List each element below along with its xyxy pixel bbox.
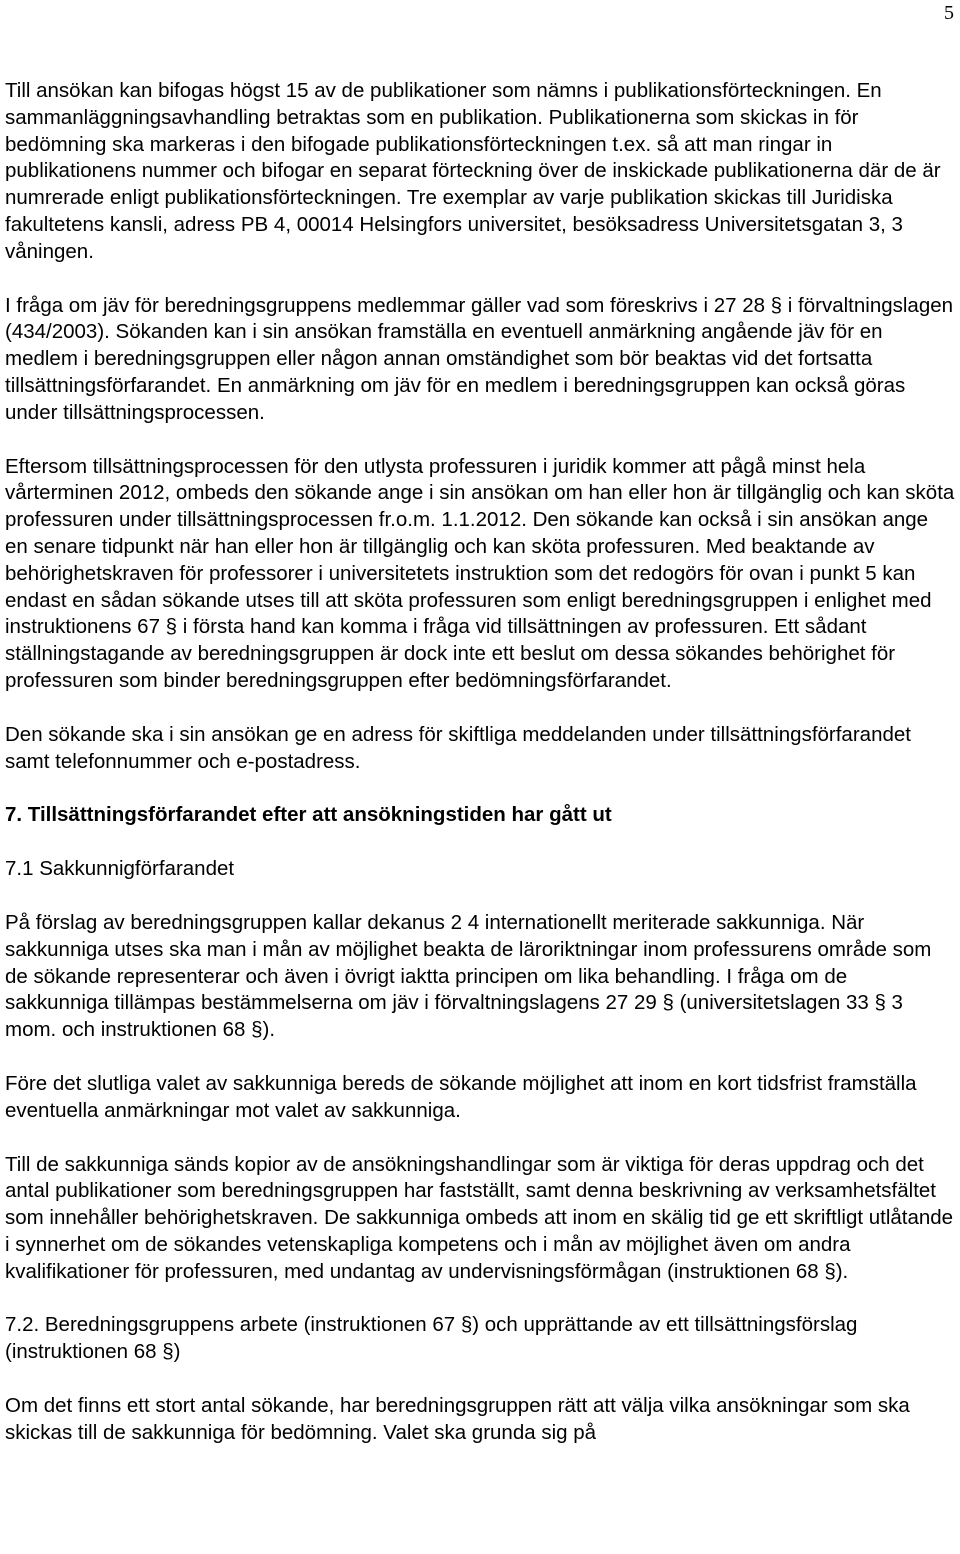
paragraph-expert-statements: Till de sakkunniga sänds kopior av de ansökningshandlingar som är viktiga för deras uppdrag och det antal publikationer som beredningsgruppen har fastställt, samt denna beskrivning av verksamhetsfältet som innehåller behörighetskraven. De sakkunniga ombeds att inom en skälig tid ge ett skriftligt utlåtande i synnerhet om de sökandes vetenskapliga kompetens och i mån av möjlighet även om andra kvalifikationer för professuren, med undantag av undervisningsförmågan (instruktionen 68 §). <box>5 1152 954 1283</box>
document-body <box>5 78 955 1474</box>
paragraph-contact-info: Den sökande ska i sin ansökan ge en adress för skiftliga meddelanden under tillsättningsförfarandet samt telefonnummer och e-postadress. <box>5 722 911 773</box>
section-heading-7: 7. Tillsättningsförfarandet efter att ansökningstiden har gått ut <box>5 803 612 827</box>
paragraph-availability: Eftersom tillsättningsprocessen för den utlysta professuren i juridik kommer att pågå minst hela vårterminen 2012, ombeds den sökande ange i sin ansökan om han eller hon är tillgänglig och kan sköta professuren under tillsättningsprocessen fr.o.m. 1.1.2012. Den sökande kan också i sin ansökan ange en senare tidpunkt när han eller hon är tillgänglig och kan sköta professuren. Med beaktande av behörighetskraven för professorer i universitetets instruktion som det redogörs för ovan i punkt 5 kan endast en sådan sökande utses till att sköta professuren som enligt beredningsgruppen i enlighet med instruktionens 67 § i första hand kan komma i fråga vid tillsättningen av professuren. Ett sådant ställningstagande av beredningsgruppen är dock inte ett beslut om dessa sökandes behörighet för professuren som binder beredningsgruppen efter bedömningsförfarandet. <box>5 454 955 692</box>
paragraph-disqualification: I fråga om jäv för beredningsgruppens medlemmar gäller vad som föreskrivs i 27 28 § i förvaltningslagen (434/2003). Sökanden kan i sin ansökan framställa en eventuell anmärkning angående jäv för en medlem i beredningsgruppen eller någon annan omständighet som bör beaktas vid det fortsatta tillsättningsförfarandet. En anmärkning om jäv för en medlem i beredningsgruppen kan också göras under tillsättningsprocessen. <box>5 293 954 424</box>
page-number: 5 <box>944 2 954 24</box>
paragraph-experts-appointment: På förslag av beredningsgruppen kallar dekanus 2 4 internationellt meriterade sakkunniga. När sakkunniga utses ska man i mån av möjlighet beakta de läroriktningar inom professurens område som de sökande representerar och även i övrigt iaktta principen om lika behandling. I fråga om de sakkunniga tillämpas bestämmelserna om jäv i förvaltningslagens 27 29 § (universitetslagen 33 § 3 mom. och instruktionen 68 §). <box>5 910 932 1042</box>
subsection-heading-7-2: 7.2. Beredningsgruppens arbete (instruktionen 67 §) och upprättande av ett tillsättningsförslag (instruktionen 68 §) <box>5 1313 858 1364</box>
paragraph-selection: Om det finns ett stort antal sökande, har beredningsgruppen rätt att välja vilka ansökningar som ska skickas till de sakkunniga för bedömning. Valet ska grunda sig på <box>5 1394 910 1444</box>
subsection-heading-7-1: 7.1 Sakkunnigförfarandet <box>5 857 235 881</box>
paragraph-publications: Till ansökan kan bifogas högst 15 av de publikationer som nämns i publikationsförteckningen. En sammanläggningsavhandling betraktas som en publikation. Publikationerna som skickas in för bedömning ska markeras i den bifogade publikationsförteckningen t.ex. så att man ringar in publikationens nummer och bifogar en separat förteckning över de inskickade publikationerna där de är numrerade enligt publikationsförteckningen. Tre exemplar av varje publikation skickas till Juridiska fakultetens kansli, adress PB 4, 00014 Helsingfors universitet, besöksadress Universitetsgatan 3, 3 våningen. <box>5 79 941 263</box>
paragraph-objections: Före det slutliga valet av sakkunniga bereds de sökande möjlighet att inom en kort tidsfrist framställa eventuella anmärkningar mot valet av sakkunniga. <box>5 1071 917 1122</box>
